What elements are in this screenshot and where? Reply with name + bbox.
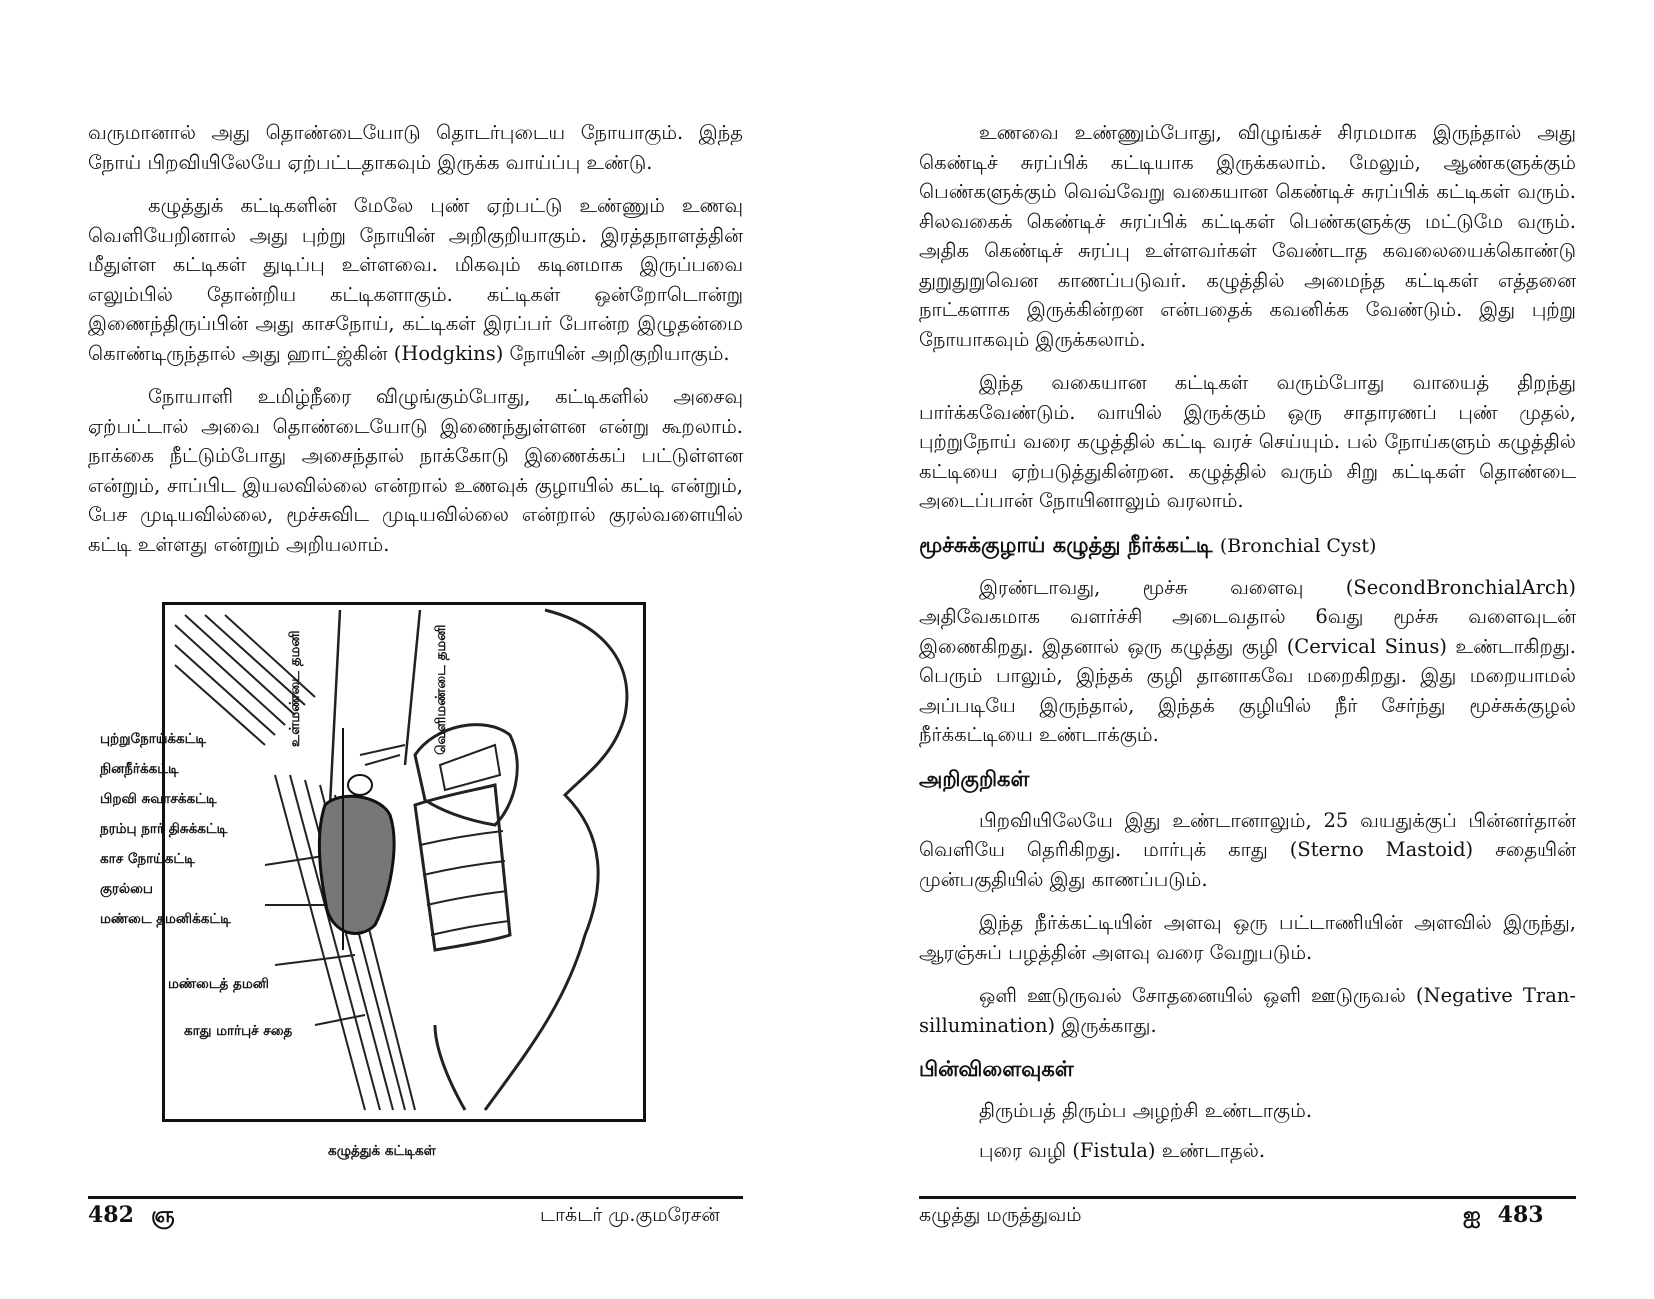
footer-rule [919, 1196, 1576, 1199]
paragraph: பிறவியிலேயே இது உண்டானாலும், 25 வயதுக்குப் பின்னர்தான் வெளியே தெரிகிறது. மார்புக் காது (Sterno Mastoid) சதையின் முன்பகுதியில் இது காணப்படும். [919, 808, 1576, 891]
figure-label: காச நோய்கட்டி [100, 851, 195, 867]
label-bracket [328, 728, 344, 950]
right-page [827, 0, 1654, 1299]
figure-caption: கழுத்துக் கட்டிகள் [328, 1143, 436, 1159]
figure-label: குரல்பை [100, 881, 153, 897]
left-footer-number [88, 1200, 175, 1231]
label-external-carotid: வெளிமண்டை தமனி [433, 624, 449, 755]
label-carotid-artery: மண்டைத் தமனி [168, 976, 269, 992]
figure-label: நரம்பு நார் திசுக்கட்டி [100, 821, 228, 837]
running-head: டாக்டர் மு.குமரேசன் [540, 1204, 720, 1226]
neck-lumps-figure [88, 598, 648, 1168]
list-item: புரை வழி (Fistula) உண்டாதல். [979, 1138, 1266, 1162]
paragraph: இந்த நீர்க்கட்டியின் அளவு ஒரு பட்டாணியின் அளவில் இருந்து, ஆரஞ்சுப் பழத்தின் அளவு வரை வேறுபடும். [919, 911, 1576, 964]
footer-rule [88, 1196, 743, 1199]
paragraph: இரண்டாவது, மூச்சு வளைவு (SecondBronchialArch) அதிவேகமாக வளர்ச்சி அடைவதால் 6வது மூச்சு வளைவுடன் இணைகிறது. இதனால் ஒரு கழுத்து குழி (Cervical Sinus) உண்டாகிறது. பெரும் பாலும், இந்தக் குழி தானாகவே மறைகிறது. இது மறையாமல் அப்படியே இருந்தால், இந்தக் குழியில் நீர் சேர்ந்து மூச்சுக்குழல் நீர்க்கட்டியை உண்டாக்கும். [919, 575, 1576, 746]
label-internal-carotid: உள்மண்டை தமனி [287, 630, 303, 747]
section-heading-symptoms: அறிகுறிகள் [919, 766, 1030, 791]
figure-label-list [100, 724, 350, 934]
paragraph: ஒளி ஊடுருவல் சோதனையில் ஒளி ஊடுருவல் (Negative Tran- sillumination) இருக்காது. [919, 984, 1576, 1037]
left-text-column [88, 118, 743, 573]
running-head: கழுத்து மருத்துவம் [919, 1204, 1082, 1226]
section-heading-bronchial-cyst [919, 530, 1576, 561]
heading-english: (Bronchial Cyst) [1219, 534, 1377, 557]
page-number: 482 [88, 1202, 134, 1228]
right-footer-number [1463, 1200, 1544, 1231]
page-ornament: ஞ [150, 1202, 175, 1228]
paragraph: கழுத்துக் கட்டிகளின் மேலே புண் ஏற்பட்டு உண்ணும் உணவு வெளியேறினால் அது புற்று நோயின் அறிகுறியாகும். இரத்தநாளத்தின் மீதுள்ள கட்டிகள் துடிப்பு உள்ளவை. மிகவும் கடினமாக இருப்பவை எலும்பில் தோன்றிய கட்டிகளாகும். கட்டிகள் ஒன்றோடொன்று இணைந்திருப்பின் அது காசநோய், கட்டிகள் இரப்பர் போன்ற இழுதன்மை கொண்டிருந்தால் அது ஹாட்ஜ்கின் (Hodgkins) நோயின் அறிகுறியாகும். [88, 194, 743, 365]
list-item: திரும்பத் திரும்ப அழற்சி உண்டாகும். [979, 1099, 1313, 1122]
figure-label: பிறவி சுவாசக்கட்டி [100, 791, 217, 807]
heading-text: மூச்சுக்குழாய் கழுத்து நீர்க்கட்டி [919, 532, 1213, 557]
figure-label: புற்றுநோய்க்கட்டி [100, 731, 207, 747]
paragraph: நோயாளி உமிழ்நீரை விழுங்கும்போது, கட்டிகளில் அசைவு ஏற்பட்டால் அவை தொண்டையோடு இணைந்துள்ளன என்று கூறலாம். நாக்கை நீட்டும்போது அசைந்தால் நாக்கோடு இணைக்கப் பட்டுள்ளன என்றும், சாப்பிட இயலவில்லை என்றால் உணவுக் குழாயில் கட்டி என்றும், பேச முடியவில்லை, மூச்சுவிட முடியவில்லை என்றால் குரல்வளையில் கட்டி உள்ளது என்றும் அறியலாம். [88, 385, 743, 556]
figure-label: நினநீர்க்கட்டி [100, 761, 179, 777]
right-text-column [919, 118, 1576, 1175]
paragraph: வருமானால் அது தொண்டையோடு தொடர்புடைய நோயாகும். இந்த நோய் பிறவியிலேயே ஏற்பட்டதாகவும் இருக்க வாய்ப்பு உண்டு. [88, 121, 743, 174]
paragraph: உணவை உண்ணும்போது, விழுங்கச் சிரமமாக இருந்தால் அது கெண்டிச் சுரப்பிக் கட்டியாக இருக்கலாம். மேலும், ஆண்களுக்கும் பெண்களுக்கும் வெவ்வேறு வகையான கெண்டிச் சுரப்பிக் கட்டிகள் வரும். சிலவகைக் கெண்டிச் சுரப்பிக் கட்டிகள் பெண்களுக்கு மட்டுமே வரும். அதிக கெண்டிச் சுரப்பு உள்ளவர்கள் வேண்டாத கவலையைக்கொண்டு துறுதுறுவென காணப்படுவர். கழுத்தில் அமைந்த கட்டிகள் எத்தனை நாட்களாக இருக்கின்றன என்பதைக் கவனிக்க வேண்டும். இது புற்று நோயாகவும் இருக்கலாம். [919, 121, 1576, 351]
page-number: 483 [1497, 1202, 1544, 1228]
label-sternomastoid: காது மார்புச் சதை [184, 1023, 293, 1039]
paragraph: இந்த வகையான கட்டிகள் வரும்போது வாயைத் திறந்து பார்க்கவேண்டும். வாயில் இருக்கும் ஒரு சாதாரணப் புண் முதல், புற்றுநோய் வரை கழுத்தில் கட்டி வரச் செய்யும். பல் நோய்களும் கழுத்தில் கட்டியை ஏற்படுத்துகின்றன. கழுத்தில் வரும் சிறு கட்டிகள் தொண்டை அடைப்பான் நோயினாலும் வரலாம். [919, 371, 1576, 512]
figure-label: மண்டை தமனிக்கட்டி [100, 911, 231, 927]
section-heading-complications: பின்விளைவுகள் [919, 1057, 1074, 1081]
page-ornament: ஐ [1463, 1202, 1481, 1228]
